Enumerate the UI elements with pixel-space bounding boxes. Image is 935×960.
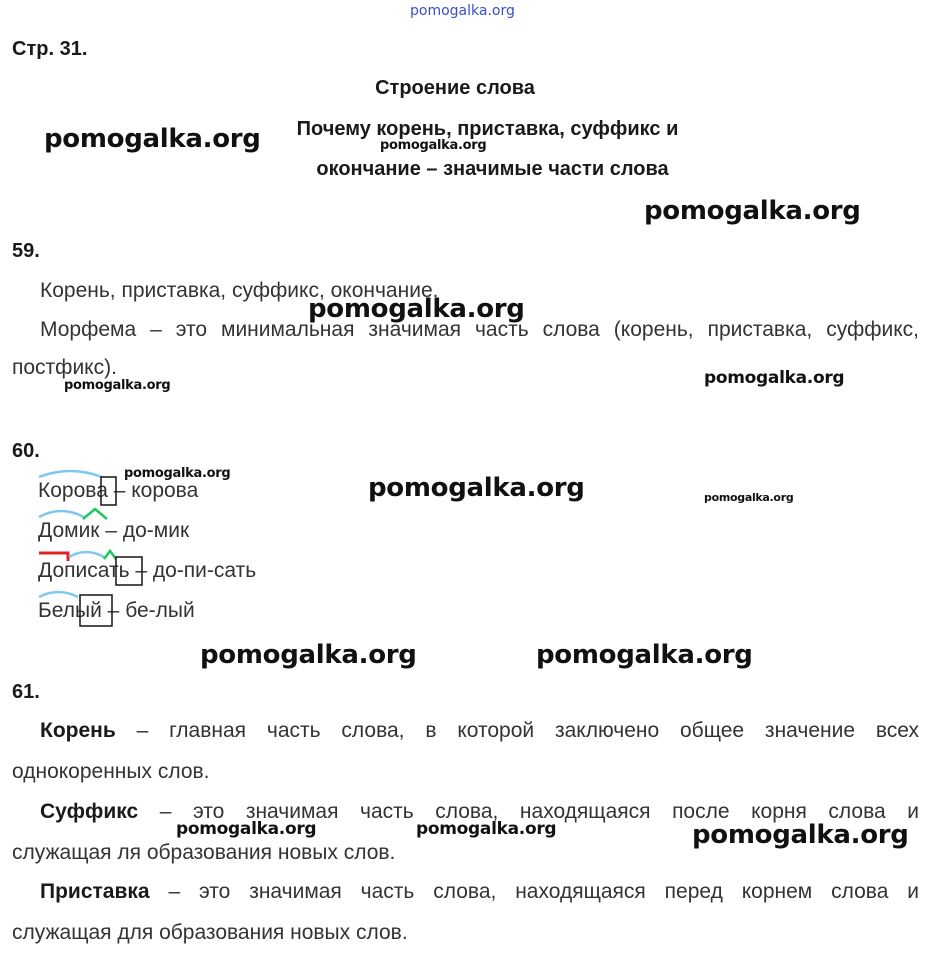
exercise-59-number: 59. <box>12 240 40 262</box>
watermark: pomogalka.org <box>536 640 753 670</box>
watermark: pomogalka.org <box>44 124 261 154</box>
exercise-59-answer-2: Морфема – это минимальная значимая часть слова (корень, приставка, суффикс, <box>40 318 919 341</box>
root-arc <box>39 592 78 597</box>
section-heading: Строение слова <box>375 77 535 99</box>
watermark: pomogalka.org <box>704 368 845 388</box>
watermark: pomogalka.org <box>124 466 231 481</box>
word-text: Домик <box>38 519 100 542</box>
definition-suffix-text: – это значимая часть слова, находящаяся после корня слова и <box>138 800 919 823</box>
morpheme-row-belyj <box>38 599 195 623</box>
exercise-59-answer-1: Корень, приставка, суффикс, окончание. <box>40 279 439 302</box>
parsed-word <box>38 599 102 623</box>
word-text: Дописать <box>38 559 130 582</box>
exercise-60-number: 60. <box>12 440 40 462</box>
word-text: Белый <box>38 599 102 622</box>
watermark: pomogalka.org <box>176 819 317 839</box>
syllable-split: – корова <box>107 479 199 502</box>
definition-root-text: – главная часть слова, в которой заключено общее значение всех <box>115 719 919 742</box>
definition-prefix-line1 <box>40 880 919 904</box>
term-suffix: Суффикс <box>40 800 139 823</box>
definition-prefix-line2: служащая для образования новых слов. <box>12 921 408 944</box>
word-text: Корова <box>38 479 108 502</box>
watermark: pomogalka.org <box>64 378 171 393</box>
morpheme-row-dopisat <box>38 559 256 583</box>
parsed-word <box>38 479 108 503</box>
morpheme-row-domik <box>38 519 189 543</box>
definition-root-line2: однокоренных слов. <box>12 760 210 783</box>
parsed-word <box>38 559 130 583</box>
suffix-caret <box>104 551 116 559</box>
site-header-watermark: pomogalka.org <box>410 3 515 19</box>
exercise-59-answer-2-cont: постфикс). <box>12 356 117 379</box>
definition-root-line1 <box>40 719 919 743</box>
definition-prefix-text: – это значимая часть слова, находящаяся перед корнем слова и <box>149 880 919 903</box>
watermark: pomogalka.org <box>200 640 417 670</box>
definition-suffix-line2: служащая ля образования новых слов. <box>12 841 396 864</box>
watermark: pomogalka.org <box>380 138 487 153</box>
watermark: pomogalka.org <box>308 294 525 324</box>
parsed-word <box>38 519 100 543</box>
suffix-caret <box>83 509 107 519</box>
page-label: Стр. 31. <box>12 38 88 60</box>
section-subheading-line2: окончание – значимые части слова <box>316 158 669 180</box>
watermark: pomogalka.org <box>644 196 861 226</box>
morpheme-row-korova <box>38 479 198 503</box>
exercise-61-number: 61. <box>12 681 40 703</box>
watermark: pomogalka.org <box>368 473 585 503</box>
watermark: pomogalka.org <box>416 819 557 839</box>
watermark: pomogalka.org <box>704 491 794 504</box>
term-prefix: Приставка <box>40 880 150 903</box>
section-subheading-line1: Почему корень, приставка, суффикс и <box>296 118 679 140</box>
term-root: Корень <box>40 719 116 742</box>
watermark: pomogalka.org <box>692 820 909 850</box>
root-arc <box>39 471 102 477</box>
syllable-split: – до-мик <box>99 519 190 542</box>
root-arc <box>69 552 104 557</box>
syllable-split: – бе-лый <box>101 599 195 622</box>
syllable-split: – до-пи-сать <box>129 559 257 582</box>
root-arc <box>39 511 84 517</box>
